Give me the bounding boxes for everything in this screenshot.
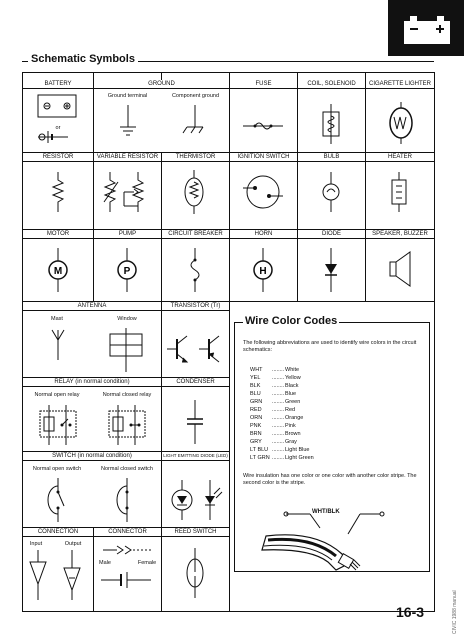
battery-tab [388,0,464,56]
diode-symbol [319,248,343,292]
antenna-header: ANTENNA [23,302,161,311]
fuse-symbol [243,120,283,132]
wire-code-leader: ........ [272,415,285,421]
coil-solenoid-symbol [319,104,343,144]
svg-text:H: H [259,266,267,277]
wire-code-abbr: LT BLU [250,447,269,453]
ground-terminal-label: Ground terminal [107,93,148,99]
wire-code-abbr: BRN [250,431,262,437]
ignition-switch-header: IGNITION SWITCH [230,153,297,162]
normal-open-relay-symbol [36,405,80,445]
wire-code-color: Light Blue [285,447,310,453]
wire-code-abbr: YEL [250,375,261,381]
battery-header: BATTERY [23,80,93,89]
component-ground-symbol [185,105,205,143]
relay-header: RELAY (in normal condition) [23,378,161,387]
wire-code-abbr: BLK [250,383,261,389]
wire-insulation-note: Wire insulation has one color or one color with another color stripe. The second color is the stripe. [243,473,417,486]
coil-solenoid-header: COIL, SOLENOID [298,80,365,89]
normal-open-switch-symbol [46,478,70,522]
wire-code-color: Green [285,399,301,405]
window-label: Window [117,316,137,322]
side-note: CIVIC 1988 manual [452,590,458,634]
section-title: Schematic Symbols [28,53,138,65]
wire-code-color: Blue [285,391,297,397]
heater-header: HEATER [366,153,434,162]
wire-code-leader: ........ [272,391,285,397]
normal-closed-relay-label: Normal closed relay [102,392,152,398]
page-number: 16-3 [396,604,425,620]
battery-or-label: or [55,125,61,131]
wire-code-abbr: LT GRN [250,455,270,461]
led-symbol [168,480,224,520]
pump-symbol [115,248,139,292]
battery-symbol [38,95,78,143]
connector-header: CONNECTOR [94,528,161,537]
transistor-header: TRANSISTOR (Tr) [162,302,229,311]
mast-antenna-symbol [50,330,66,360]
output-label: Output [64,541,82,547]
grid-line [161,80,162,152]
wire-code-leader: ........ [272,399,285,405]
ground-header: GROUND [94,80,229,89]
condenser-symbol [187,400,203,444]
input-connection-symbol [28,550,48,600]
grid-line [297,72,298,301]
wire-code-abbr: GRY [250,439,262,445]
wire-code-leader: ........ [272,455,285,461]
wire-code-color: Yellow [285,375,301,381]
grid-line [93,72,94,301]
wire-code-abbr: RED [250,407,262,413]
led-header: LIGHT EMITTING DIODE (LED) [162,452,229,461]
thermistor-header: THERMISTOR [162,153,229,162]
wire-code-abbr: BLU [250,391,261,397]
fuse-header: FUSE [230,80,297,89]
wire-code-color: Red [285,407,296,413]
grid-line [93,527,94,612]
connector-symbol [97,540,159,590]
bulb-symbol [319,172,343,212]
wire-code-abbr: ORN [250,415,263,421]
female-label: Female [137,560,157,566]
circuit-breaker-header: CIRCUIT BREAKER [162,230,229,239]
wire-example-label: WHT/BLK [312,509,340,515]
male-label: Male [99,560,111,566]
cigarette-lighter-header: CIGARETTE LIGHTER [366,80,434,89]
circuit-breaker-symbol [183,248,207,292]
wire-code-color: Pink [285,423,296,429]
wire-code-color: White [285,367,300,373]
svg-text:P: P [123,266,131,277]
normal-closed-switch-label: Normal closed switch [101,466,153,472]
ground-terminal-symbol [118,105,138,143]
motor-header: MOTOR [23,230,93,239]
ignition-switch-symbol [243,172,283,212]
wire-color-codes-intro: The following abbreviations are used to identify wire colors in the circuit schematics: [243,340,417,353]
horn-header: HORN [230,230,297,239]
heater-symbol [387,172,411,212]
grid-line [365,72,366,301]
switch-header: SWITCH (in normal condition) [23,452,161,461]
normal-open-switch-label: Normal open switch [32,466,82,472]
bulb-header: BULB [298,153,365,162]
input-label: Input [29,541,43,547]
wire-code-color: Orange [285,415,304,421]
wire-code-leader: ........ [272,431,285,437]
wire-code-leader: ........ [272,367,285,373]
normal-closed-switch-symbol [115,478,139,522]
pump-header: PUMP [94,230,161,239]
variable-resistor-symbol [104,172,154,214]
speaker-buzzer-header: SPEAKER, BUZZER [366,230,434,239]
wire-code-color: Gray [285,439,297,445]
wire-code-leader: ........ [272,383,285,389]
transistor-symbol [167,334,223,364]
wire-code-leader: ........ [272,407,285,413]
variable-resistor-header: VARIABLE RESISTOR [94,153,161,162]
cigarette-lighter-symbol [386,102,416,144]
normal-open-relay-label: Normal open relay [34,392,80,398]
wire-code-color: Light Green [285,455,314,461]
resistor-header: RESISTOR [23,153,93,162]
output-connection-symbol [62,550,82,600]
wire-code-leader: ........ [272,439,285,445]
resistor-symbol [52,172,64,212]
wire-code-leader: ........ [272,375,285,381]
normal-closed-relay-symbol [105,405,149,445]
thermistor-symbol [182,170,206,214]
horn-symbol [251,248,275,292]
wire-code-leader: ........ [272,447,285,453]
wire-code-color: Black [285,383,299,389]
speaker-buzzer-symbol [386,250,416,290]
reed-switch-symbol [185,548,205,598]
wire-code-abbr: GRN [250,399,263,405]
wire-code-color: Brown [285,431,301,437]
mast-label: Mast [51,316,63,322]
battery-icon [404,16,450,44]
connection-header: CONNECTION [23,528,93,537]
wire-code-leader: ........ [272,423,285,429]
window-antenna-symbol [108,328,144,372]
svg-text:M: M [53,266,63,277]
component-ground-label: Component ground [171,93,220,99]
motor-symbol [46,248,70,292]
wire-code-abbr: WHT [250,367,263,373]
grid-line [229,72,230,301]
grid-line [229,301,230,612]
reed-switch-header: REED SWITCH [162,528,229,537]
wire-code-abbr: PNK [250,423,262,429]
wire-color-codes-title: Wire Color Codes [245,315,338,327]
diode-header: DIODE [298,230,365,239]
condenser-header: CONDENSER [162,378,229,387]
